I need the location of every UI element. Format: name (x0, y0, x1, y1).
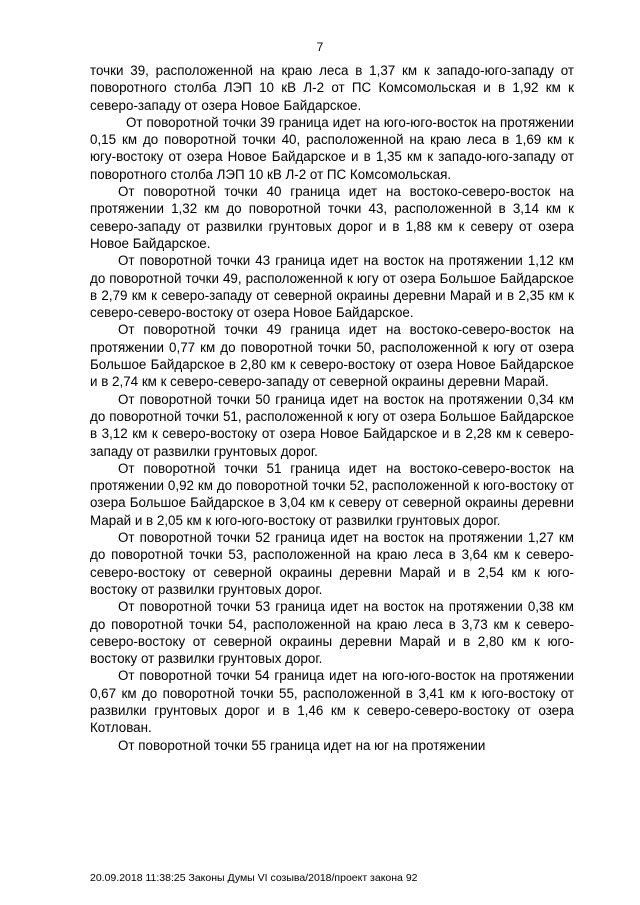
paragraph: От поворотной точки 50 граница идет на восток на протяжении 0,34 км до поворотной точки 51, расположенной к югу от озера Большое Байдарское в 3,12 км к северо-востоку от озера Новое Байдарское и в 2,28 км к северо-западу от развилки грунтовых дорог. (90, 391, 574, 459)
paragraph: От поворотной точки 39 граница идет на юго-юго-восток на протяжении 0,15 км до поворотной точки 40, расположенной на краю леса в 1,69 км к югу-востоку от озера Новое Байдарское и в 1,35 км к западо-юго-западу от поворотного столба ЛЭП 10 кВ Л-2 от ПС Комсомольская. (90, 114, 574, 182)
paragraph: От поворотной точки 40 граница идет на востоко-северо-восток на протяжении 1,32 км до поворотной точки 43, расположенной в 3,14 км к северо-западу от развилки грунтовых дорог и в 1,88 км к северу от озера Новое Байдарское. (90, 184, 574, 251)
paragraph: От поворотной точки 53 граница идет на восток на протяжении 0,38 км до поворотной точки 54, расположенной на краю леса в 3,73 км к северо-северо-востоку от северной окраины деревни Марай и в 2,80 км к юго-востоку от развилки грунтовых дорог. (90, 599, 574, 667)
paragraph: От поворотной точки 51 граница идет на востоко-северо-восток на протяжении 0,92 км до поворотной точки 52, расположенной к юго-востоку от озера Большое Байдарское в 3,04 км к северу от северной окраины деревни Марай и в 2,05 км к юго-юго-востоку от развилки грунтовых дорог. (90, 460, 574, 528)
document-body (90, 62, 574, 754)
paragraph: От поворотной точки 55 граница идет на юг на протяжении (118, 737, 486, 753)
paragraph: От поворотной точки 43 граница идет на восток на протяжении 1,12 км до поворотной точки 49, расположенной к югу от озера Большое Байдарское в 2,79 км к северо-западу от северной окраины деревни Марай и в 2,35 км к северо-северо-востоку от озера Новое Байдарское. (90, 253, 574, 321)
page-number: 7 (316, 40, 324, 54)
paragraph: От поворотной точки 52 граница идет на восток на протяжении 1,27 км до поворотной точки 53, расположенной на краю леса в 3,64 км к северо-северо-востоку от северной окраины деревни Марай и в 2,54 км к юго-востоку от развилки грунтовых дорог. (90, 530, 574, 597)
paragraph: От поворотной точки 54 граница идет на юго-юго-восток на протяжении 0,67 км до поворотной точки 55, расположенной в 3,41 км к юго-востоку от развилки грунтовых дорог и в 1,46 км к северо-северо-востоку от озера Котлован. (90, 668, 574, 736)
paragraph: От поворотной точки 49 граница идет на востоко-северо-восток на протяжении 0,77 км до поворотной точки 50, расположенной к югу от озера Большое Байдарское в 2,80 км к северо-востоку от озера Новое Байдарское и в 2,74 км к северо-северо-западу от северной окраины деревни Марай. (90, 322, 574, 390)
paragraph: точки 39, расположенной на краю леса в 1,37 км к западо-юго-западу от поворотного столба ЛЭП 10 кВ Л-2 от ПС Комсомольская и в 1,92 км к северо-западу от озера Новое Байдарское. (90, 63, 574, 113)
document-footer: 20.09.2018 11:38:25 Законы Думы VI созыва/2018/проект закона 92 (90, 872, 418, 884)
